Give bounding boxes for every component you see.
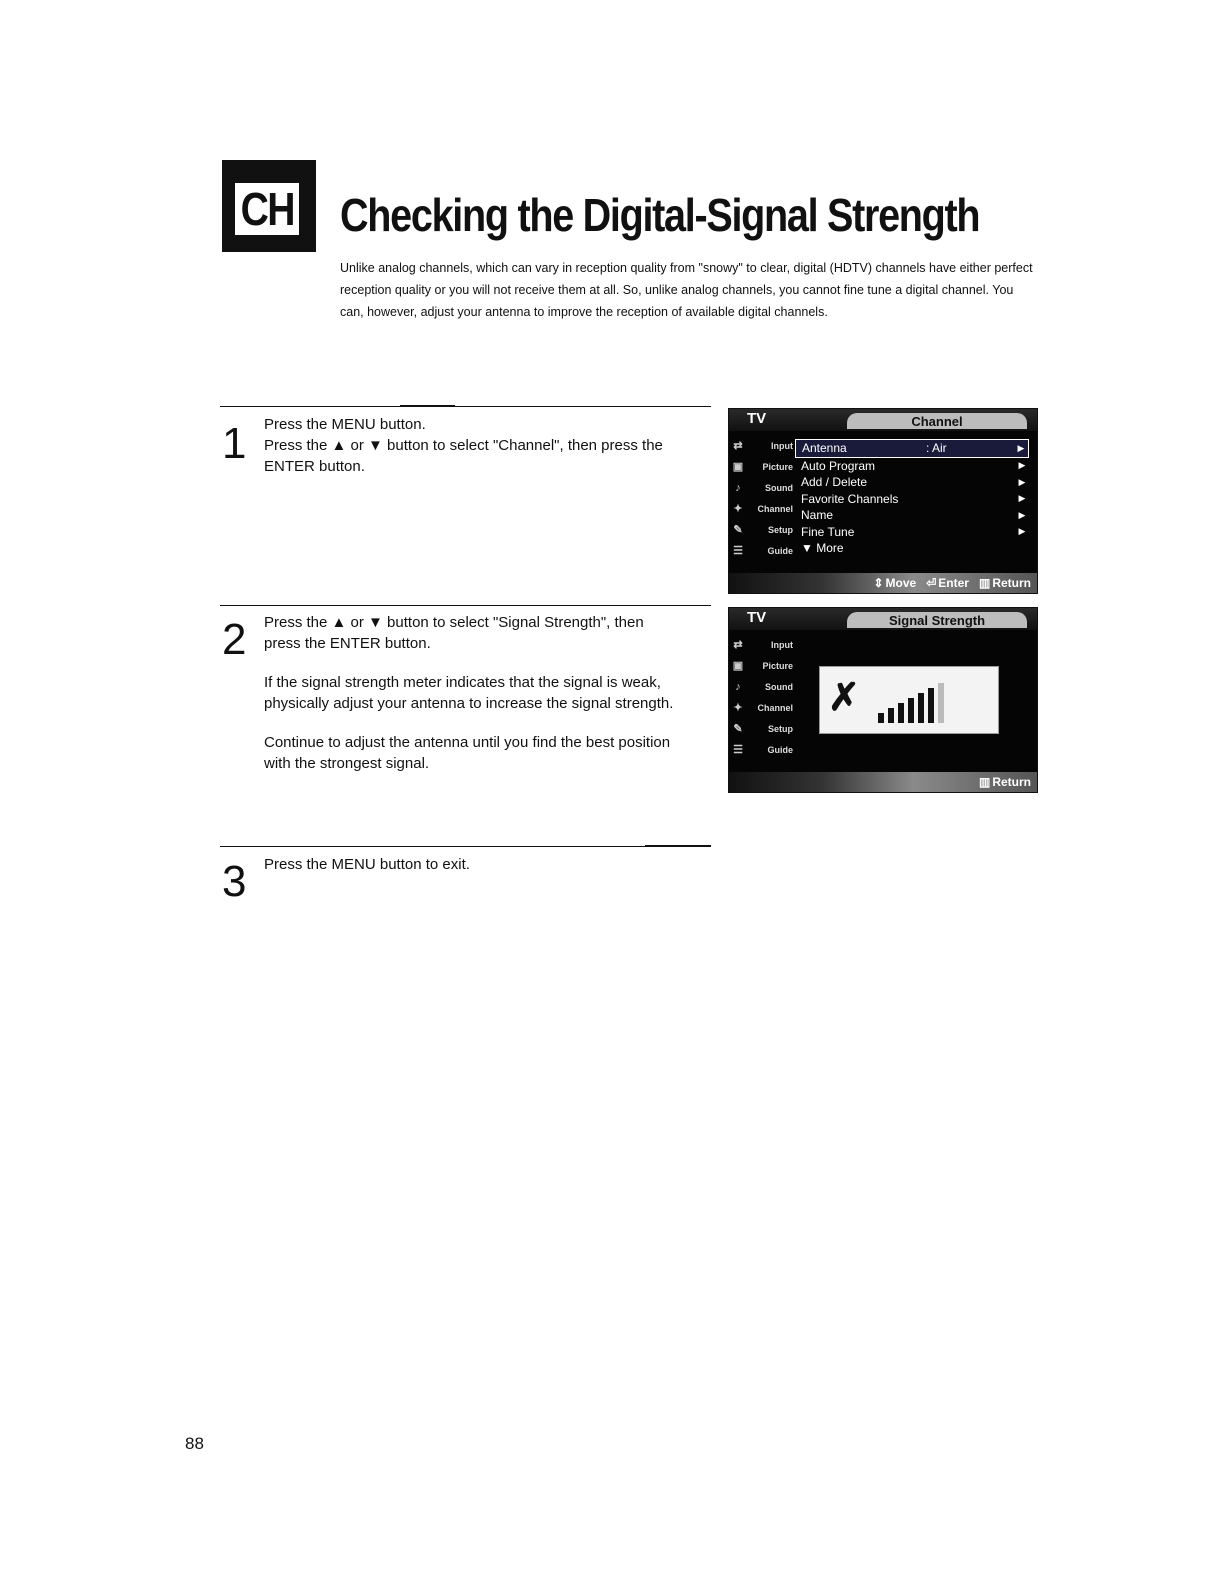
channel-menu-list bbox=[795, 439, 1029, 557]
move-icon: ⇕ bbox=[873, 576, 884, 590]
step-1-line-2: Press the ▲ or ▼ button to select "Channel", then press the ENTER button. bbox=[264, 437, 663, 475]
step-3-text bbox=[264, 854, 684, 875]
tv-label: TV bbox=[747, 410, 767, 427]
signal-meter bbox=[819, 666, 999, 734]
sound-icon: ♪ bbox=[735, 481, 741, 494]
arrow-right-icon: ▶ bbox=[1018, 460, 1026, 471]
enter-hint: ⏎ Enter bbox=[926, 576, 969, 590]
guide-icon: ☰ bbox=[733, 744, 743, 756]
signal-bar bbox=[878, 713, 884, 723]
sidebar-item-sound[interactable]: ♪ Sound bbox=[731, 477, 797, 498]
signal-bar bbox=[908, 698, 914, 723]
step-2-divider bbox=[220, 605, 711, 606]
sidebar-item-guide[interactable]: ☰ Guide bbox=[731, 739, 797, 760]
guide-icon: ☰ bbox=[733, 545, 743, 557]
step-3-divider bbox=[220, 846, 711, 847]
input-icon: ⇄ bbox=[733, 440, 743, 452]
enter-icon: ⏎ bbox=[926, 576, 937, 590]
signal-bar bbox=[938, 683, 944, 723]
return-icon: ▥ bbox=[978, 775, 991, 789]
sidebar-item-channel[interactable]: ✦ Channel bbox=[731, 498, 797, 519]
menu-item-add-delete[interactable]: Add / Delete ▶ bbox=[795, 474, 1029, 491]
signal-bar bbox=[898, 703, 904, 723]
step-3-divider-accent bbox=[645, 845, 711, 847]
sidebar-item-setup[interactable]: ✎ Setup bbox=[731, 519, 797, 540]
step-3-line-1: Press the MENU button to exit. bbox=[264, 856, 470, 873]
chapter-badge-label: CH bbox=[240, 183, 294, 235]
menu-item-auto-program[interactable]: Auto Program ▶ bbox=[795, 458, 1029, 475]
tv-footer bbox=[729, 772, 1037, 792]
move-hint: ⇕ Move bbox=[873, 576, 917, 590]
step-2-text bbox=[264, 612, 684, 774]
menu-item-name[interactable]: Name ▶ bbox=[795, 507, 1029, 524]
step-1-line-1: Press the MENU button. bbox=[264, 416, 426, 433]
sidebar-item-picture[interactable]: ▣ Picture bbox=[732, 461, 793, 473]
menu-item-fine-tune[interactable]: Fine Tune ▶ bbox=[795, 524, 1029, 541]
sidebar-item-picture[interactable]: ▣ Picture bbox=[732, 660, 793, 672]
step-1-divider bbox=[220, 406, 711, 407]
sidebar-item-sound[interactable]: ♪ Sound bbox=[731, 676, 797, 697]
signal-bars bbox=[878, 683, 944, 723]
return-hint: ▥ Return bbox=[978, 775, 1031, 789]
sidebar-item-setup[interactable]: ✎ Setup bbox=[731, 718, 797, 739]
sound-icon: ♪ bbox=[735, 680, 741, 693]
intro-paragraph: Unlike analog channels, which can vary in reception quality from "snowy" to clear, digital (HDTV) channels have either perfect reception quality or you will not receive them at all. So, unlike analog channels, you cannot fine tune a digital channel. You can, however, adjust your antenna to improve the reception of available digital channels. bbox=[340, 261, 1033, 319]
signal-bar bbox=[928, 688, 934, 723]
step-1-divider-accent bbox=[400, 405, 455, 407]
sidebar-item-input[interactable]: ⇄ Input bbox=[731, 634, 797, 655]
step-2-line-2: If the signal strength meter indicates that the signal is weak, physically adjust your antenna to increase the signal strength. bbox=[264, 674, 674, 712]
menu-item-antenna[interactable]: Antenna : Air ▶ bbox=[795, 439, 1029, 458]
arrow-right-icon: ▶ bbox=[1018, 493, 1026, 504]
arrow-right-icon: ▶ bbox=[1018, 476, 1026, 487]
picture-icon: ▣ bbox=[732, 660, 744, 672]
page-number: 88 bbox=[185, 1434, 204, 1453]
signal-bar bbox=[918, 693, 924, 723]
step-2-line-3: Continue to adjust the antenna until you find the best position with the strongest signal. bbox=[264, 734, 671, 772]
arrow-right-icon: ▶ bbox=[1018, 509, 1026, 520]
step-2-number: 2 bbox=[222, 615, 247, 664]
step-2-line-1: Press the ▲ or ▼ button to select "Signal Strength", then press the ENTER button. bbox=[264, 614, 644, 652]
page-title: Checking the Digital-Signal Strength bbox=[340, 189, 980, 241]
menu-title-signal-strength: Signal Strength bbox=[847, 612, 1027, 628]
input-icon: ⇄ bbox=[733, 639, 743, 651]
channel-menu-screen bbox=[728, 408, 1038, 594]
picture-icon: ▣ bbox=[732, 461, 744, 473]
tv-footer bbox=[729, 573, 1037, 593]
setup-icon: ✎ bbox=[733, 723, 743, 735]
return-hint: ▥ Return bbox=[978, 576, 1031, 590]
sidebar-item-input[interactable]: ⇄ Input bbox=[731, 435, 797, 456]
antenna-icon: ✗ bbox=[828, 677, 860, 719]
signal-strength-screen bbox=[728, 607, 1038, 793]
channel-icon: ✦ bbox=[733, 503, 743, 515]
tv-sidebar bbox=[731, 634, 797, 760]
setup-icon: ✎ bbox=[733, 524, 743, 536]
step-1-text bbox=[264, 414, 704, 477]
signal-bar bbox=[888, 708, 894, 723]
return-icon: ▥ bbox=[978, 576, 991, 590]
arrow-right-icon: ▶ bbox=[1018, 526, 1026, 537]
channel-icon: ✦ bbox=[733, 702, 743, 714]
chapter-badge bbox=[222, 160, 316, 252]
tv-sidebar bbox=[731, 435, 797, 561]
menu-title-channel: Channel bbox=[847, 413, 1027, 429]
step-3-number: 3 bbox=[222, 857, 247, 906]
tv-label: TV bbox=[747, 609, 767, 626]
tv-header bbox=[729, 608, 1037, 630]
arrow-right-icon: ▶ bbox=[1017, 442, 1025, 453]
menu-item-more[interactable]: ▼ More bbox=[801, 541, 844, 556]
sidebar-item-guide[interactable]: ☰ Guide bbox=[731, 540, 797, 561]
step-1-number: 1 bbox=[222, 419, 247, 468]
tv-header bbox=[729, 409, 1037, 431]
sidebar-item-channel[interactable]: ✦ Channel bbox=[731, 697, 797, 718]
menu-item-favorite-channels[interactable]: Favorite Channels ▶ bbox=[795, 491, 1029, 508]
